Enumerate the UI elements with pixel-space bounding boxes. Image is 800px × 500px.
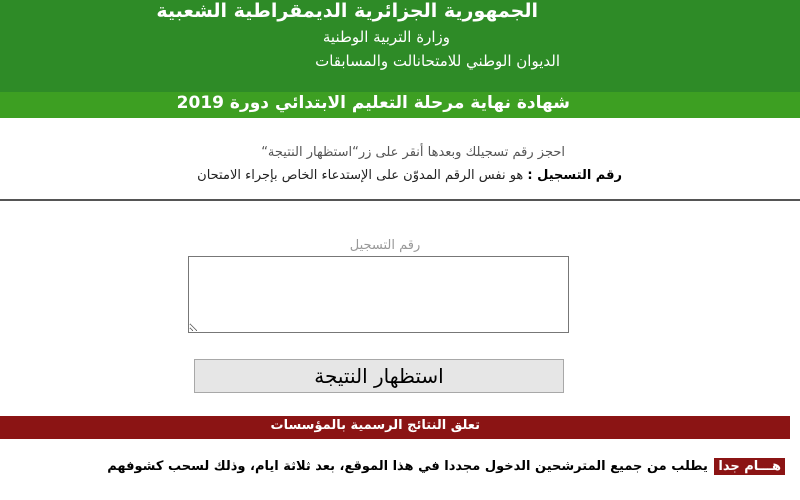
- important-badge: هـــام جدا: [714, 458, 785, 475]
- exam-title: شهادة نهاية مرحلة التعليم الابتدائي دورة 2019: [176, 93, 570, 113]
- registration-note: [197, 168, 622, 183]
- page-header: [0, 0, 800, 92]
- registration-note-label: رقم التسجيل :: [527, 168, 622, 183]
- instructions-text: احجز رقم تسجيلك وبعدها أنقر على زر“استظهار النتيجة“: [261, 145, 565, 160]
- ministry-title: وزارة التربية الوطنية: [322, 28, 450, 46]
- show-result-button[interactable]: استظهار النتيجة: [194, 359, 564, 393]
- notice-bar: [0, 416, 790, 439]
- registration-field-label: رقم التسجيل: [349, 238, 421, 253]
- republic-title: الجمهورية الجزائرية الديمقراطية الشعبية: [156, 0, 538, 22]
- registration-note-text: هو نفس الرقم المدوّن على الإستدعاء الخاص بإجراء الامتحان: [197, 168, 524, 183]
- important-text: يطلب من جميع المترشحين الدخول مجددا في هذا الموقع، بعد ثلاثة ايام، وذلك لسحب كشوفهم: [107, 459, 708, 474]
- registration-number-input[interactable]: [188, 256, 569, 333]
- exam-title-bar: [0, 92, 800, 118]
- important-notice: [107, 459, 785, 474]
- divider: [0, 199, 800, 201]
- office-title: الديوان الوطني للامتحانالت والمسابقات: [315, 52, 560, 70]
- notice-text: تعلق النتائج الرسمية بالمؤسسات: [270, 418, 480, 433]
